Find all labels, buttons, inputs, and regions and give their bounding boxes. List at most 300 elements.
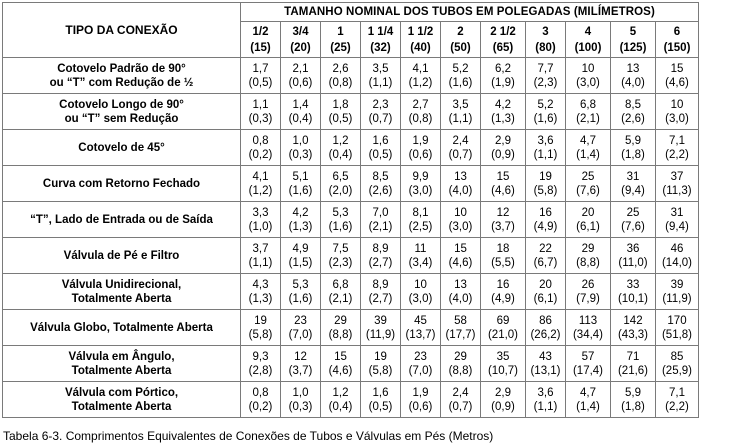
table-cell (526, 166, 566, 202)
table-cell (441, 238, 481, 274)
table-row (3, 94, 699, 130)
table-cell (481, 166, 526, 202)
table-cell (656, 346, 699, 382)
value-feet: 19 (374, 350, 387, 363)
value-meters: (0,3) (288, 148, 313, 161)
table-cell (321, 238, 361, 274)
table-row (3, 382, 699, 418)
table-cell (611, 130, 656, 166)
value-feet: 3,5 (372, 62, 389, 75)
value-feet: 1,6 (372, 134, 389, 147)
value-feet: 4,1 (412, 62, 429, 75)
nominal-size-header: TAMANHO NOMINAL DOS TUBOS EM POLEGADAS (MILÍMETROS) (241, 3, 699, 22)
table-cell (361, 202, 401, 238)
value-feet: 1,9 (412, 386, 429, 399)
value-meters: (3,7) (288, 364, 313, 377)
table-cell (321, 166, 361, 202)
value-feet: 12 (294, 350, 307, 363)
value-meters: (1,1) (533, 148, 558, 161)
table-cell (656, 310, 699, 346)
value-feet: 5,3 (292, 278, 309, 291)
table-cell (481, 58, 526, 94)
caption-prefix: Tabela 6-3. (3, 429, 63, 443)
value-feet: 4,1 (252, 170, 269, 183)
value-feet: 2,9 (495, 134, 511, 147)
size-header-6 (481, 22, 526, 58)
row-label (3, 310, 241, 346)
table-cell (526, 94, 566, 130)
value-feet: 58 (454, 314, 467, 327)
table-cell (241, 58, 281, 94)
value-feet: 9,3 (252, 350, 269, 363)
value-meters: (8,8) (448, 364, 473, 377)
value-meters: (6,1) (576, 220, 600, 233)
value-meters: (17,4) (572, 364, 604, 377)
value-feet: 31 (626, 170, 640, 183)
value-feet: 4,7 (580, 386, 596, 399)
table-cell (441, 130, 481, 166)
value-meters: (2,7) (368, 292, 393, 305)
value-meters: (2,1) (328, 292, 353, 305)
table-cell (481, 130, 526, 166)
size-inch: 3/4 (292, 25, 309, 38)
table-cell (656, 238, 699, 274)
value-meters: (0,5) (368, 400, 393, 413)
value-meters: (2,6) (368, 184, 393, 197)
value-meters: (1,6) (533, 112, 558, 125)
value-meters: (2,6) (621, 112, 645, 125)
table-cell (566, 382, 611, 418)
value-meters: (0,8) (328, 76, 353, 89)
value-meters: (3,7) (491, 220, 515, 233)
value-meters: (4,6) (448, 256, 473, 269)
value-meters: (1,3) (248, 292, 273, 305)
value-meters: (10,1) (617, 292, 649, 305)
size-mm: (40) (410, 41, 431, 54)
value-feet: 8,5 (372, 170, 389, 183)
table-cell (281, 94, 321, 130)
value-feet: 43 (539, 350, 552, 363)
table-cell (241, 130, 281, 166)
table-row (3, 310, 699, 346)
value-meters: (5,8) (368, 364, 393, 377)
table-cell (401, 310, 441, 346)
row-label-line: ou “T” com Redução de ½ (49, 76, 194, 89)
table-cell (441, 346, 481, 382)
table-cell (321, 130, 361, 166)
size-mm: (15) (250, 41, 271, 54)
value-meters: (0,7) (448, 148, 473, 161)
value-meters: (34,4) (572, 328, 604, 341)
value-feet: 13 (626, 62, 640, 75)
row-label-line: Válvula de Pé e Filtro (63, 249, 180, 262)
table-cell (361, 382, 401, 418)
value-feet: 69 (496, 314, 510, 327)
value-feet: 1,9 (412, 134, 429, 147)
value-meters: (0,7) (368, 112, 393, 125)
value-feet: 5,9 (625, 386, 641, 399)
table-cell (566, 166, 611, 202)
value-meters: (2,3) (328, 256, 353, 269)
value-meters: (51,8) (661, 328, 693, 341)
value-meters: (17,7) (445, 328, 476, 341)
value-feet: 4,3 (252, 278, 269, 291)
row-label (3, 58, 241, 94)
value-feet: 20 (581, 206, 595, 219)
value-feet: 3,6 (537, 386, 554, 399)
value-feet: 18 (496, 242, 510, 255)
value-feet: 15 (496, 170, 510, 183)
table-cell (566, 346, 611, 382)
value-meters: (1,1) (533, 400, 558, 413)
value-meters: (2,3) (533, 76, 558, 89)
value-feet: 35 (496, 350, 510, 363)
size-header-10 (656, 22, 699, 58)
value-feet: 6,2 (495, 62, 511, 75)
table-cell (401, 58, 441, 94)
table-cell (241, 274, 281, 310)
value-meters: (3,0) (576, 76, 600, 89)
table-cell (526, 238, 566, 274)
value-feet: 1,8 (332, 98, 349, 111)
value-feet: 7,7 (537, 62, 554, 75)
value-feet: 1,4 (292, 98, 309, 111)
row-label (3, 274, 241, 310)
value-meters: (6,7) (533, 256, 558, 269)
value-feet: 5,1 (292, 170, 309, 183)
value-meters: (4,0) (448, 184, 473, 197)
value-feet: 0,8 (252, 134, 269, 147)
table-cell (401, 166, 441, 202)
row-label (3, 346, 241, 382)
value-feet: 12 (496, 206, 510, 219)
value-feet: 2,9 (495, 386, 511, 399)
value-feet: 29 (581, 242, 595, 255)
value-feet: 6,5 (332, 170, 349, 183)
value-meters: (0,3) (248, 112, 273, 125)
table-cell (611, 310, 656, 346)
value-meters: (2,1) (576, 112, 600, 125)
value-meters: (0,6) (288, 76, 313, 89)
value-meters: (3,4) (408, 256, 433, 269)
value-feet: 33 (626, 278, 640, 291)
value-feet: 2,4 (452, 386, 469, 399)
value-meters: (1,8) (621, 400, 645, 413)
value-feet: 2,7 (412, 98, 429, 111)
size-inch: 6 (673, 25, 681, 38)
value-meters: (1,4) (576, 400, 600, 413)
table-cell (441, 58, 481, 94)
table-body (3, 58, 699, 418)
table-cell (481, 274, 526, 310)
table-cell (611, 58, 656, 94)
connection-type-header: TIPO DA CONEXÃO (3, 3, 241, 58)
value-meters: (0,2) (248, 148, 273, 161)
table-cell (611, 202, 656, 238)
value-feet: 3,7 (252, 242, 269, 255)
value-meters: (4,9) (533, 220, 558, 233)
value-meters: (6,1) (533, 292, 558, 305)
table-cell (611, 274, 656, 310)
table-cell (241, 94, 281, 130)
value-meters: (7,6) (621, 220, 645, 233)
size-mm: (80) (535, 41, 556, 54)
value-feet: 25 (626, 206, 640, 219)
value-meters: (2,0) (328, 184, 353, 197)
value-feet: 0,8 (252, 386, 269, 399)
value-feet: 7,0 (372, 206, 389, 219)
row-label (3, 94, 241, 130)
size-header-2 (321, 22, 361, 58)
table-cell (361, 346, 401, 382)
value-feet: 1,6 (372, 386, 389, 399)
table-row (3, 202, 699, 238)
value-feet: 15 (670, 62, 684, 75)
table-cell (656, 94, 699, 130)
value-feet: 4,2 (495, 98, 511, 111)
size-header-7 (526, 22, 566, 58)
size-inch: 1 1/4 (367, 25, 394, 38)
value-feet: 170 (667, 314, 687, 327)
value-meters: (7,9) (576, 292, 600, 305)
table-cell (241, 346, 281, 382)
value-feet: 4,9 (292, 242, 309, 255)
size-header-8 (566, 22, 611, 58)
table-cell (441, 94, 481, 130)
value-feet: 8,5 (625, 98, 641, 111)
row-label-line: Cotovelo de 45° (78, 141, 165, 154)
table-cell (361, 130, 401, 166)
value-feet: 4,7 (580, 134, 596, 147)
value-meters: (26,2) (530, 328, 561, 341)
value-feet: 2,6 (332, 62, 349, 75)
value-meters: (1,1) (248, 256, 273, 269)
value-feet: 10 (454, 206, 467, 219)
value-feet: 19 (254, 314, 267, 327)
table-cell (321, 274, 361, 310)
value-feet: 113 (578, 314, 598, 327)
value-meters: (2,2) (665, 148, 689, 161)
value-meters: (1,0) (248, 220, 273, 233)
value-feet: 1,0 (292, 134, 309, 147)
value-meters: (43,3) (617, 328, 649, 341)
size-header-0 (241, 22, 281, 58)
table-cell (526, 130, 566, 166)
value-feet: 5,3 (332, 206, 349, 219)
value-meters: (25,9) (661, 364, 693, 377)
table-cell (361, 310, 401, 346)
table-cell (281, 382, 321, 418)
value-meters: (4,6) (328, 364, 353, 377)
table-cell (281, 346, 321, 382)
value-meters: (9,4) (621, 184, 645, 197)
value-feet: 8,9 (372, 242, 389, 255)
size-header-4 (401, 22, 441, 58)
value-meters: (0,6) (408, 400, 433, 413)
table-cell (656, 166, 699, 202)
table-cell (441, 274, 481, 310)
table-cell (361, 238, 401, 274)
table-cell (611, 238, 656, 274)
row-label-line: Válvula Globo, Totalmente Aberta (30, 321, 213, 334)
size-mm: (150) (663, 41, 691, 54)
row-label-line: Totalmente Aberta (71, 364, 172, 377)
value-meters: (1,4) (576, 148, 600, 161)
value-feet: 57 (581, 350, 595, 363)
value-meters: (9,4) (665, 220, 689, 233)
table-row (3, 58, 699, 94)
value-feet: 5,2 (452, 62, 469, 75)
value-feet: 3,6 (537, 134, 554, 147)
value-meters: (4,6) (665, 76, 689, 89)
table-cell (656, 382, 699, 418)
table-cell (566, 202, 611, 238)
table-cell (566, 274, 611, 310)
table-cell (281, 166, 321, 202)
row-label (3, 382, 241, 418)
size-header-1 (281, 22, 321, 58)
value-meters: (0,4) (328, 400, 353, 413)
value-feet: 6,8 (332, 278, 349, 291)
table-cell (361, 274, 401, 310)
value-feet: 15 (454, 242, 467, 255)
value-feet: 37 (670, 170, 684, 183)
row-label-line: Cotovelo Padrão de 90° (57, 62, 186, 75)
value-meters: (13,1) (530, 364, 561, 377)
size-mm: (100) (574, 41, 602, 54)
value-meters: (5,5) (491, 256, 515, 269)
table-cell (401, 94, 441, 130)
value-feet: 8,1 (412, 206, 429, 219)
size-mm: (125) (619, 41, 647, 54)
table-cell (526, 202, 566, 238)
table-cell (241, 202, 281, 238)
table-cell (611, 382, 656, 418)
table-cell (566, 310, 611, 346)
value-feet: 13 (454, 170, 467, 183)
value-meters: (3,0) (408, 184, 433, 197)
value-feet: 39 (374, 314, 387, 327)
size-inch: 1/2 (252, 25, 269, 38)
row-label-line: Totalmente Aberta (71, 400, 172, 413)
table-cell (321, 346, 361, 382)
table-cell (481, 310, 526, 346)
value-feet: 23 (414, 350, 427, 363)
table-cell (321, 310, 361, 346)
value-meters: (2,1) (368, 220, 393, 233)
value-meters: (11,9) (365, 328, 396, 341)
value-meters: (0,8) (408, 112, 433, 125)
row-label-line: Cotovelo Longo de 90° (59, 98, 184, 111)
value-meters: (7,0) (288, 328, 313, 341)
size-inch: 5 (629, 25, 637, 38)
size-mm: (20) (290, 41, 311, 54)
table-cell (401, 346, 441, 382)
value-feet: 7,5 (332, 242, 349, 255)
value-feet: 7,1 (669, 134, 685, 147)
value-meters: (4,0) (621, 76, 645, 89)
value-feet: 1,1 (252, 98, 269, 111)
value-feet: 13 (454, 278, 467, 291)
value-feet: 20 (539, 278, 552, 291)
row-label (3, 130, 241, 166)
table-cell (481, 346, 526, 382)
value-meters: (1,5) (288, 256, 313, 269)
value-meters: (1,2) (248, 184, 273, 197)
value-feet: 2,1 (292, 62, 309, 75)
value-feet: 11 (414, 242, 427, 255)
value-meters: (2,8) (248, 364, 273, 377)
table-cell (241, 238, 281, 274)
value-feet: 9,9 (412, 170, 429, 183)
value-meters: (13,7) (405, 328, 436, 341)
value-meters: (11,9) (662, 292, 692, 305)
table-caption (3, 429, 493, 443)
value-meters: (21,0) (487, 328, 519, 341)
table-cell (241, 166, 281, 202)
value-feet: 19 (539, 170, 552, 183)
size-mm: (50) (450, 41, 471, 54)
table-cell (481, 202, 526, 238)
table-cell (401, 238, 441, 274)
value-meters: (4,6) (491, 184, 515, 197)
value-feet: 3,5 (452, 98, 469, 111)
table-cell (401, 274, 441, 310)
table-cell (281, 202, 321, 238)
value-meters: (8,8) (576, 256, 600, 269)
table-cell (321, 58, 361, 94)
table-cell (241, 382, 281, 418)
value-feet: 15 (334, 350, 347, 363)
table-cell (656, 202, 699, 238)
value-feet: 1,2 (332, 386, 349, 399)
value-feet: 22 (539, 242, 552, 255)
value-feet: 4,2 (292, 206, 309, 219)
value-meters: (0,9) (491, 148, 515, 161)
table-cell (281, 130, 321, 166)
size-inch: 1 (337, 25, 344, 38)
table-cell (611, 346, 656, 382)
table-cell (361, 58, 401, 94)
table-cell (361, 94, 401, 130)
equivalent-length-table (2, 2, 699, 418)
value-feet: 26 (581, 278, 595, 291)
value-meters: (0,5) (328, 112, 353, 125)
table-cell (281, 274, 321, 310)
value-meters: (2,5) (408, 220, 433, 233)
row-label-line: Válvula em Ângulo, (68, 350, 175, 363)
row-label (3, 202, 241, 238)
size-mm: (25) (330, 41, 351, 54)
table-cell (241, 310, 281, 346)
table-cell (361, 166, 401, 202)
value-feet: 1,7 (252, 62, 269, 75)
value-meters: (7,6) (576, 184, 600, 197)
value-feet: 29 (334, 314, 347, 327)
value-meters: (0,5) (248, 76, 273, 89)
table-cell (566, 130, 611, 166)
table-cell (611, 166, 656, 202)
row-label-line: Válvula Unidirecional, (61, 278, 182, 291)
value-feet: 31 (670, 206, 684, 219)
table-row (3, 346, 699, 382)
table-row (3, 238, 699, 274)
table-cell (281, 310, 321, 346)
value-feet: 6,8 (580, 98, 596, 111)
value-feet: 85 (670, 350, 684, 363)
value-feet: 23 (294, 314, 307, 327)
table-cell (401, 202, 441, 238)
